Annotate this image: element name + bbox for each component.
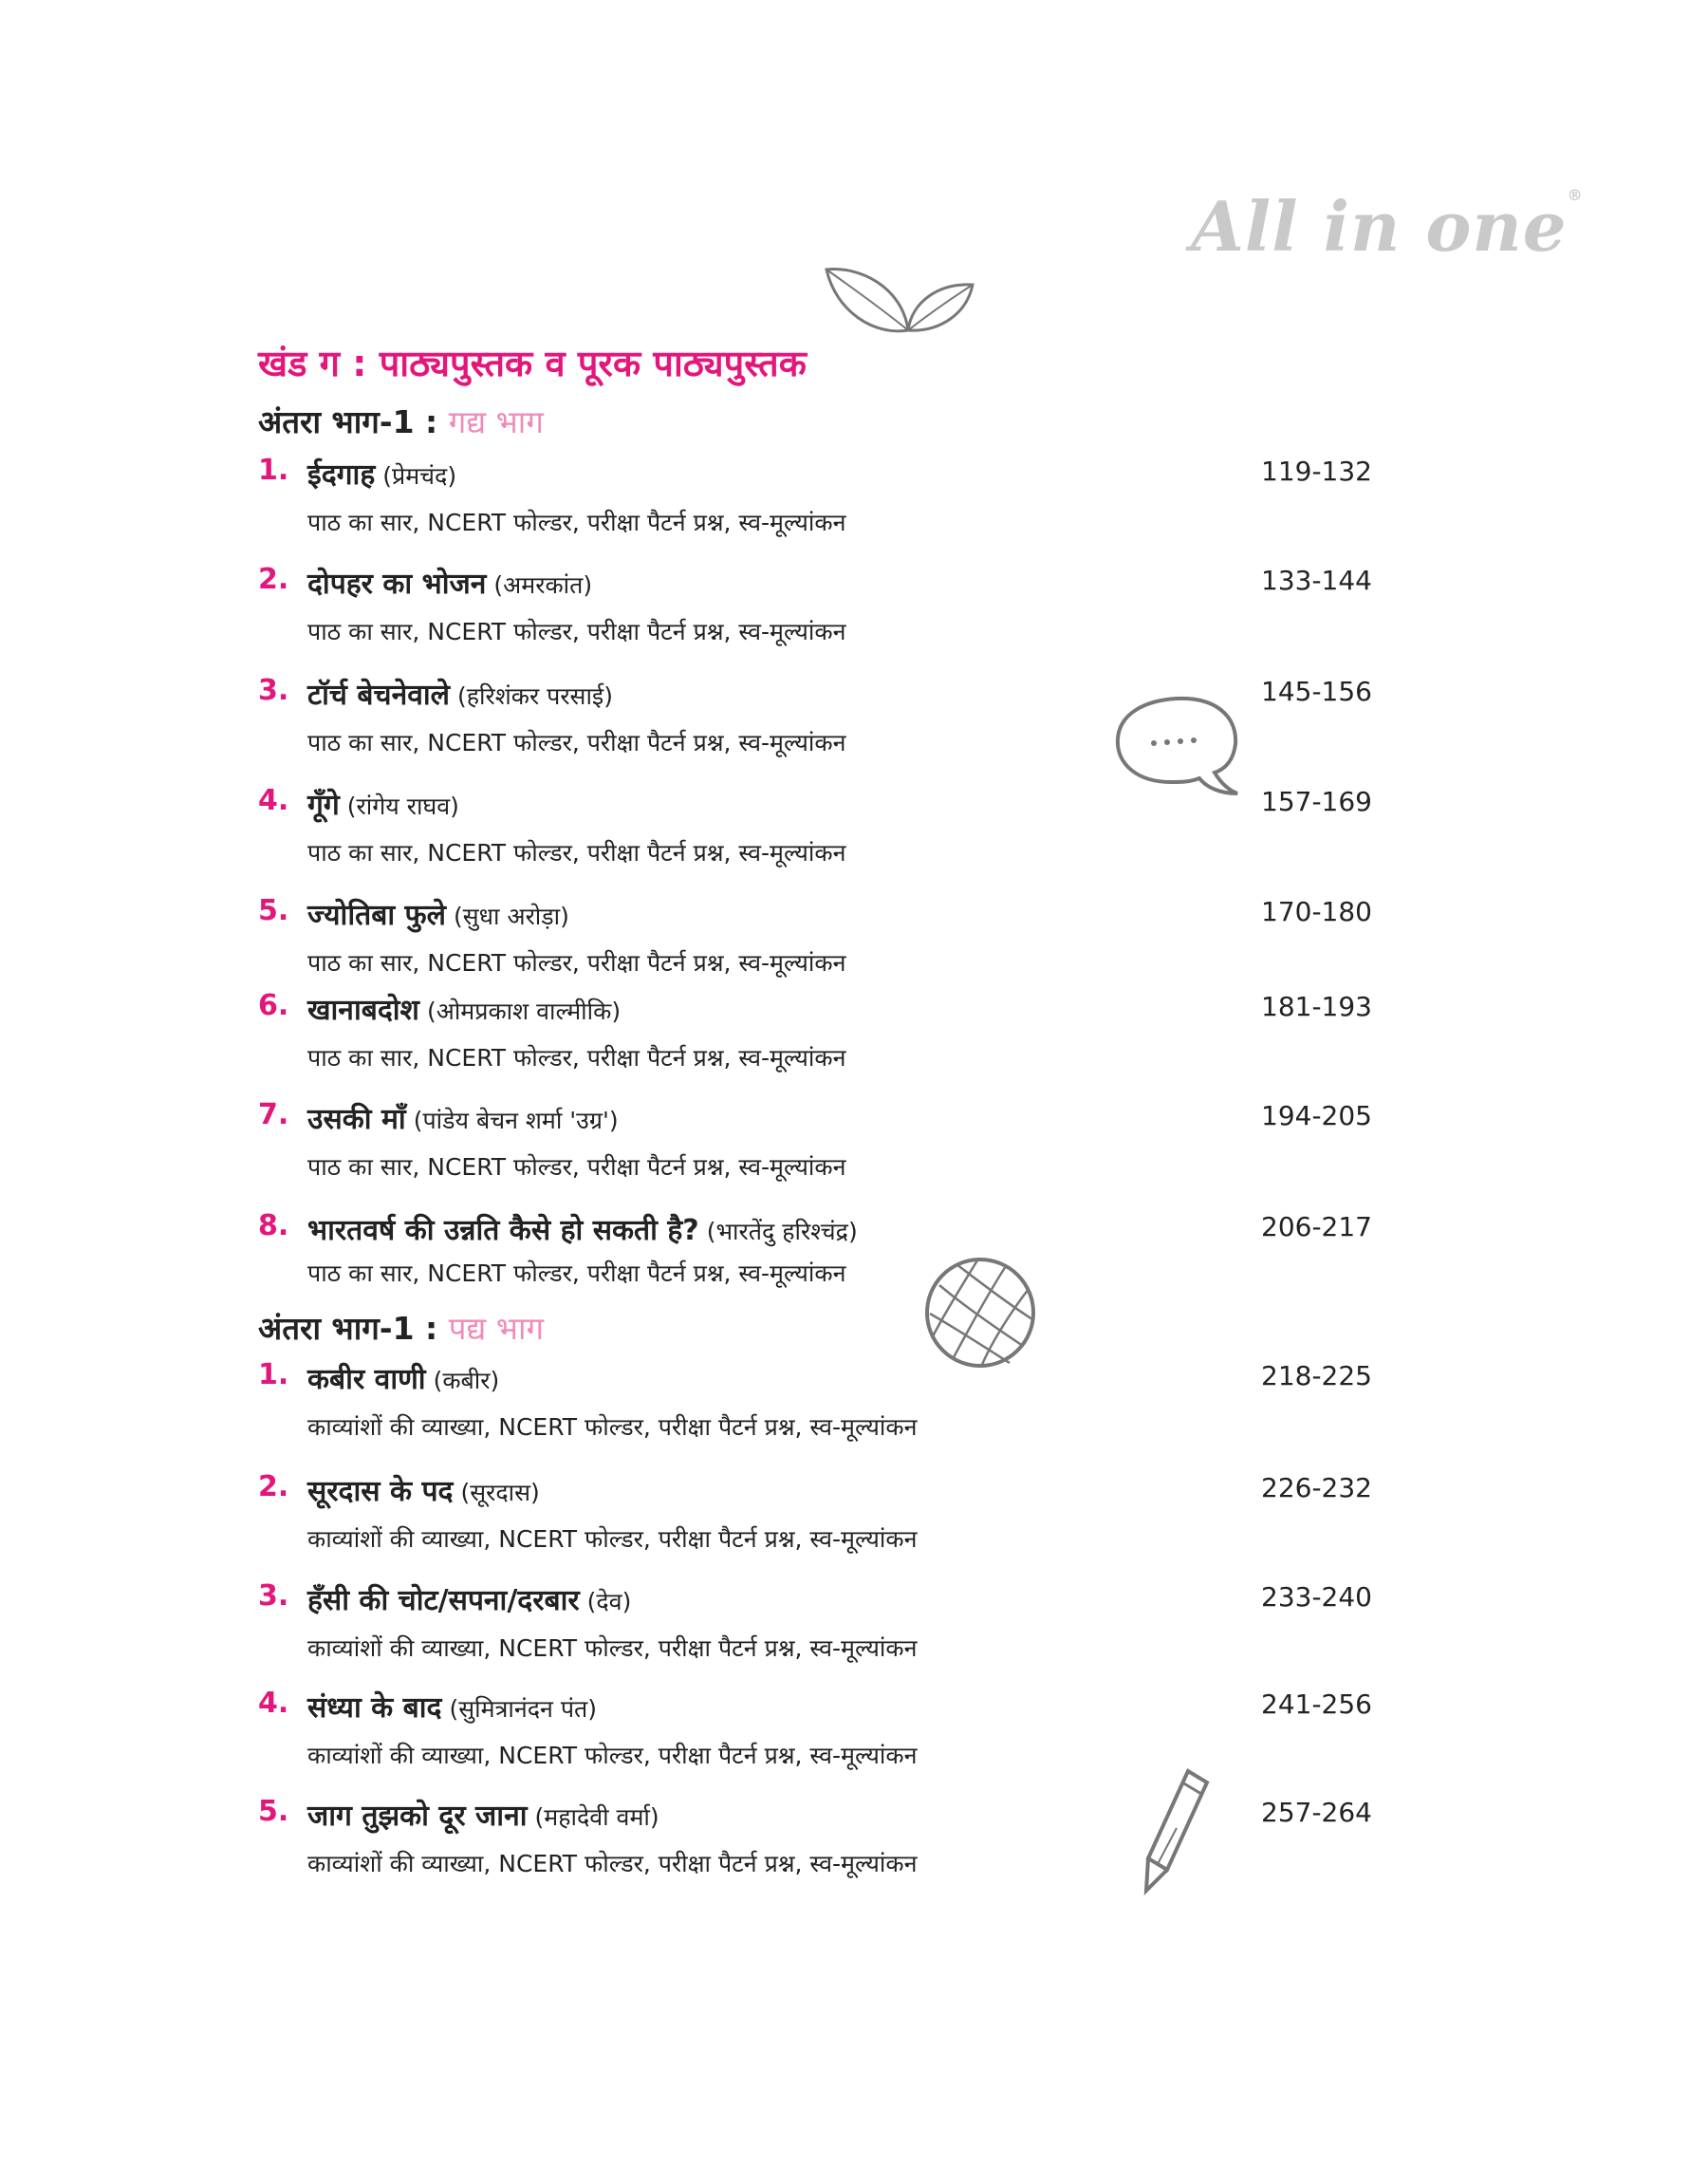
entry-author: (देव) xyxy=(586,1588,632,1615)
entry-author: (सूरदास) xyxy=(460,1479,540,1506)
entry-title-text: ज्योतिबा फुले xyxy=(307,899,447,932)
entry-number: 5. xyxy=(258,894,289,927)
entry-title-text: जाग तुझको दूर जाना xyxy=(307,1800,528,1833)
entry-description: पाठ का सार, NCERT फोल्डर, परीक्षा पैटर्न प्रश्न, स्व-मूल्यांकन xyxy=(307,949,846,977)
entry-author: (भारतेंदु हरिश्चंद्र) xyxy=(706,1218,858,1245)
entry-title xyxy=(307,784,459,823)
entry-title xyxy=(307,894,569,933)
entry-description: पाठ का सार, NCERT फोल्डर, परीक्षा पैटर्न प्रश्न, स्व-मूल्यांकन xyxy=(307,839,846,867)
entry-title-text: सूरदास के पद xyxy=(307,1475,454,1508)
entry-description: काव्यांशों की व्याख्या, NCERT फोल्डर, परीक्षा पैटर्न प्रश्न, स्व-मूल्यांकन xyxy=(307,1742,918,1769)
entry-number: 3. xyxy=(258,1579,289,1613)
brand-logo-text: All in one xyxy=(1191,186,1568,267)
entry-description: पाठ का सार, NCERT फोल्डर, परीक्षा पैटर्न प्रश्न, स्व-मूल्यांकन xyxy=(307,509,846,536)
entry-title xyxy=(307,1098,619,1137)
entry-title-text: टॉर्च बेचनेवाले xyxy=(307,679,451,712)
entry-description: पाठ का सार, NCERT फोल्डर, परीक्षा पैटर्न प्रश्न, स्व-मूल्यांकन xyxy=(307,618,846,645)
entry-number: 3. xyxy=(258,674,289,707)
entry-number: 6. xyxy=(258,989,289,1022)
entry-title xyxy=(307,1579,631,1618)
entry-number: 5. xyxy=(258,1795,289,1828)
entry-pages: 233-240 xyxy=(1261,1581,1372,1613)
entry-description: पाठ का सार, NCERT फोल्डर, परीक्षा पैटर्न प्रश्न, स्व-मूल्यांकन xyxy=(307,1044,846,1072)
speech-bubble-icon xyxy=(1108,691,1251,800)
entry-title-text: कबीर वाणी xyxy=(307,1363,426,1396)
entry-description: काव्यांशों की व्याख्या, NCERT फोल्डर, परीक्षा पैटर्न प्रश्न, स्व-मूल्यांकन xyxy=(307,1525,918,1553)
entry-description: काव्यांशों की व्याख्या, NCERT फोल्डर, परीक्षा पैटर्न प्रश्न, स्व-मूल्यांकन xyxy=(307,1850,918,1877)
subheading-poetry-label: अंतरा भाग-1 : xyxy=(258,1310,438,1347)
entry-number: 8. xyxy=(258,1209,289,1242)
entry-pages: 145-156 xyxy=(1261,676,1372,707)
entry-title xyxy=(307,454,456,493)
entry-title xyxy=(307,989,621,1028)
entry-author: (कबीर) xyxy=(433,1367,500,1394)
entry-pages: 133-144 xyxy=(1261,565,1372,596)
entry-title-text: भारतवर्ष की उन्नति कैसे हो सकती है? xyxy=(307,1214,699,1247)
subheading-poetry-part: पद्य भाग xyxy=(448,1310,545,1347)
entry-pages: 206-217 xyxy=(1261,1211,1372,1242)
entry-pages: 226-232 xyxy=(1261,1472,1372,1503)
entry-title-text: गूँगे xyxy=(307,789,340,822)
entry-title-text: संध्या के बाद xyxy=(307,1691,442,1725)
entry-description: पाठ का सार, NCERT फोल्डर, परीक्षा पैटर्न प्रश्न, स्व-मूल्यांकन xyxy=(307,1153,846,1181)
entry-title-text: खानाबदोश xyxy=(307,994,419,1027)
entry-title-text: दोपहर का भोजन xyxy=(307,568,487,601)
entry-author: (रांगेय राघव) xyxy=(346,793,459,820)
entry-description: पाठ का सार, NCERT फोल्डर, परीक्षा पैटर्न प्रश्न, स्व-मूल्यांकन xyxy=(307,729,846,756)
entry-author: (पांडेय बेचन शर्मा 'उग्र') xyxy=(413,1107,619,1134)
entry-author: (सुमित्रानंदन पंत) xyxy=(449,1695,598,1723)
entry-pages: 181-193 xyxy=(1261,991,1372,1022)
globe-icon xyxy=(919,1251,1042,1374)
entry-description: काव्यांशों की व्याख्या, NCERT फोल्डर, परीक्षा पैटर्न प्रश्न, स्व-मूल्यांकन xyxy=(307,1634,918,1662)
entry-title xyxy=(307,1358,499,1397)
entry-title-text: उसकी माँ xyxy=(307,1103,406,1136)
entry-title xyxy=(307,1470,540,1509)
entry-author: (महादेवी वर्मा) xyxy=(534,1803,659,1831)
entry-number: 2. xyxy=(258,1470,289,1503)
entry-title xyxy=(307,1795,659,1834)
entry-pages: 170-180 xyxy=(1261,896,1372,927)
entry-author: (सुधा अरोड़ा) xyxy=(454,903,569,930)
entry-author: (हरिशंकर परसाई) xyxy=(457,682,613,710)
registered-mark: ® xyxy=(1567,186,1584,204)
entry-title-text: ईदगाह xyxy=(307,458,376,492)
entry-description: काव्यांशों की व्याख्या, NCERT फोल्डर, परीक्षा पैटर्न प्रश्न, स्व-मूल्यांकन xyxy=(307,1413,918,1441)
entry-pages: 119-132 xyxy=(1261,456,1372,487)
entry-author: (अमरकांत) xyxy=(493,571,593,599)
entry-pages: 194-205 xyxy=(1261,1100,1372,1131)
leaf-icon xyxy=(821,264,977,342)
entry-number: 4. xyxy=(258,784,289,817)
entry-title xyxy=(307,674,613,713)
pencil-icon xyxy=(1139,1765,1215,1898)
entry-pages: 157-169 xyxy=(1261,786,1372,817)
entry-author: (ओमप्रकाश वाल्मीकि) xyxy=(426,998,622,1025)
entry-title xyxy=(307,1687,597,1726)
entry-number: 7. xyxy=(258,1098,289,1131)
entry-number: 1. xyxy=(258,454,289,487)
entry-title-text: हँसी की चोट/सपना/दरबार xyxy=(307,1584,580,1617)
subheading-prose-label: अंतरा भाग-1 : xyxy=(258,403,438,440)
brand-logo xyxy=(1191,186,1584,267)
entry-pages: 218-225 xyxy=(1261,1360,1372,1391)
entry-pages: 257-264 xyxy=(1261,1797,1372,1828)
section-title: खंड ग : पाठ्यपुस्तक व पूरक पाठ्यपुस्तक xyxy=(258,343,807,384)
entry-description: पाठ का सार, NCERT फोल्डर, परीक्षा पैटर्न प्रश्न, स्व-मूल्यांकन xyxy=(307,1259,846,1287)
subheading-poetry xyxy=(258,1306,544,1349)
entry-number: 1. xyxy=(258,1358,289,1391)
subheading-prose-part: गद्य भाग xyxy=(448,403,544,440)
entry-title xyxy=(307,563,592,602)
entry-author: (प्रेमचंद) xyxy=(382,462,457,490)
entry-number: 2. xyxy=(258,563,289,596)
entry-pages: 241-256 xyxy=(1261,1689,1372,1720)
subheading-prose xyxy=(258,400,544,442)
entry-title xyxy=(307,1209,858,1248)
entry-number: 4. xyxy=(258,1687,289,1720)
